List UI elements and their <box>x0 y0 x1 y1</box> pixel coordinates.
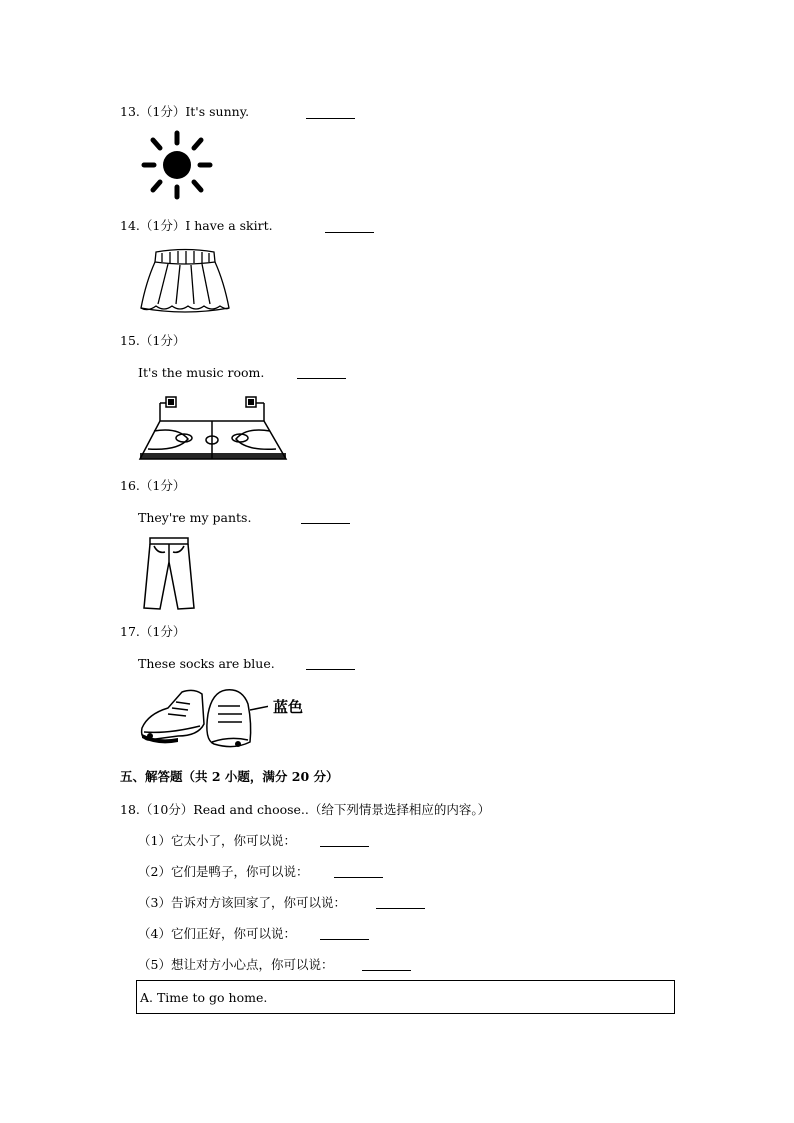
sneakers-icon <box>138 684 268 754</box>
question-16-number: 16. <box>120 478 140 493</box>
section-5-heading: 五、解答题（共 2 小题，满分 20 分） <box>120 769 339 784</box>
question-16-line <box>120 478 185 494</box>
answer-blank-13[interactable] <box>306 118 355 119</box>
skirt-icon <box>138 246 232 316</box>
q18-item-1: （1）它太小了，你可以说： <box>138 833 296 848</box>
q18-item-3: （3）告诉对方该回家了，你可以说： <box>138 895 346 910</box>
question-15-number: 15. <box>120 333 140 348</box>
question-17-line <box>120 624 185 640</box>
question-18-score: （10分） <box>139 802 194 817</box>
sun-icon <box>140 130 214 200</box>
question-17-text: These socks are blue. <box>138 656 275 671</box>
blue-label: 蓝色 <box>273 698 304 716</box>
option-a: A. Time to go home. <box>140 990 268 1005</box>
question-17-number: 17. <box>120 624 140 639</box>
q18-item-4: （4）它们正好，你可以说： <box>138 926 296 941</box>
question-13-score: （1分） <box>139 104 186 119</box>
answer-blank-18-1[interactable] <box>320 846 369 847</box>
answer-blank-18-2[interactable] <box>334 877 383 878</box>
question-16-text: They're my pants. <box>138 510 252 525</box>
question-15-line <box>120 333 185 349</box>
question-13-line <box>120 104 249 120</box>
options-box <box>136 980 675 1014</box>
answer-blank-18-5[interactable] <box>362 970 411 971</box>
question-18-line <box>120 802 490 818</box>
answer-blank-16[interactable] <box>301 523 350 524</box>
question-15-text: It's the music room. <box>138 365 265 380</box>
question-15-score: （1分） <box>139 333 186 348</box>
question-14-score: （1分） <box>139 218 186 233</box>
question-18-number: 18. <box>120 802 140 817</box>
q18-item-2: （2）它们是鸭子，你可以说： <box>138 864 309 879</box>
basketball-court-icon <box>138 393 288 465</box>
q18-item-5: （5）想让对方小心点，你可以说： <box>138 957 334 972</box>
question-13-text: It's sunny. <box>185 104 250 119</box>
answer-blank-17[interactable] <box>306 669 355 670</box>
question-14-number: 14. <box>120 218 140 233</box>
question-14-line <box>120 218 273 234</box>
question-16-score: （1分） <box>139 478 186 493</box>
question-18-instruction: Read and choose..（给下列情景选择相应的内容。） <box>193 802 491 817</box>
answer-blank-15[interactable] <box>297 378 346 379</box>
question-17-score: （1分） <box>139 624 186 639</box>
pants-icon <box>138 536 200 612</box>
answer-blank-18-3[interactable] <box>376 908 425 909</box>
answer-blank-18-4[interactable] <box>320 939 369 940</box>
question-14-text: I have a skirt. <box>185 218 273 233</box>
question-13-number: 13. <box>120 104 140 119</box>
answer-blank-14[interactable] <box>325 232 374 233</box>
